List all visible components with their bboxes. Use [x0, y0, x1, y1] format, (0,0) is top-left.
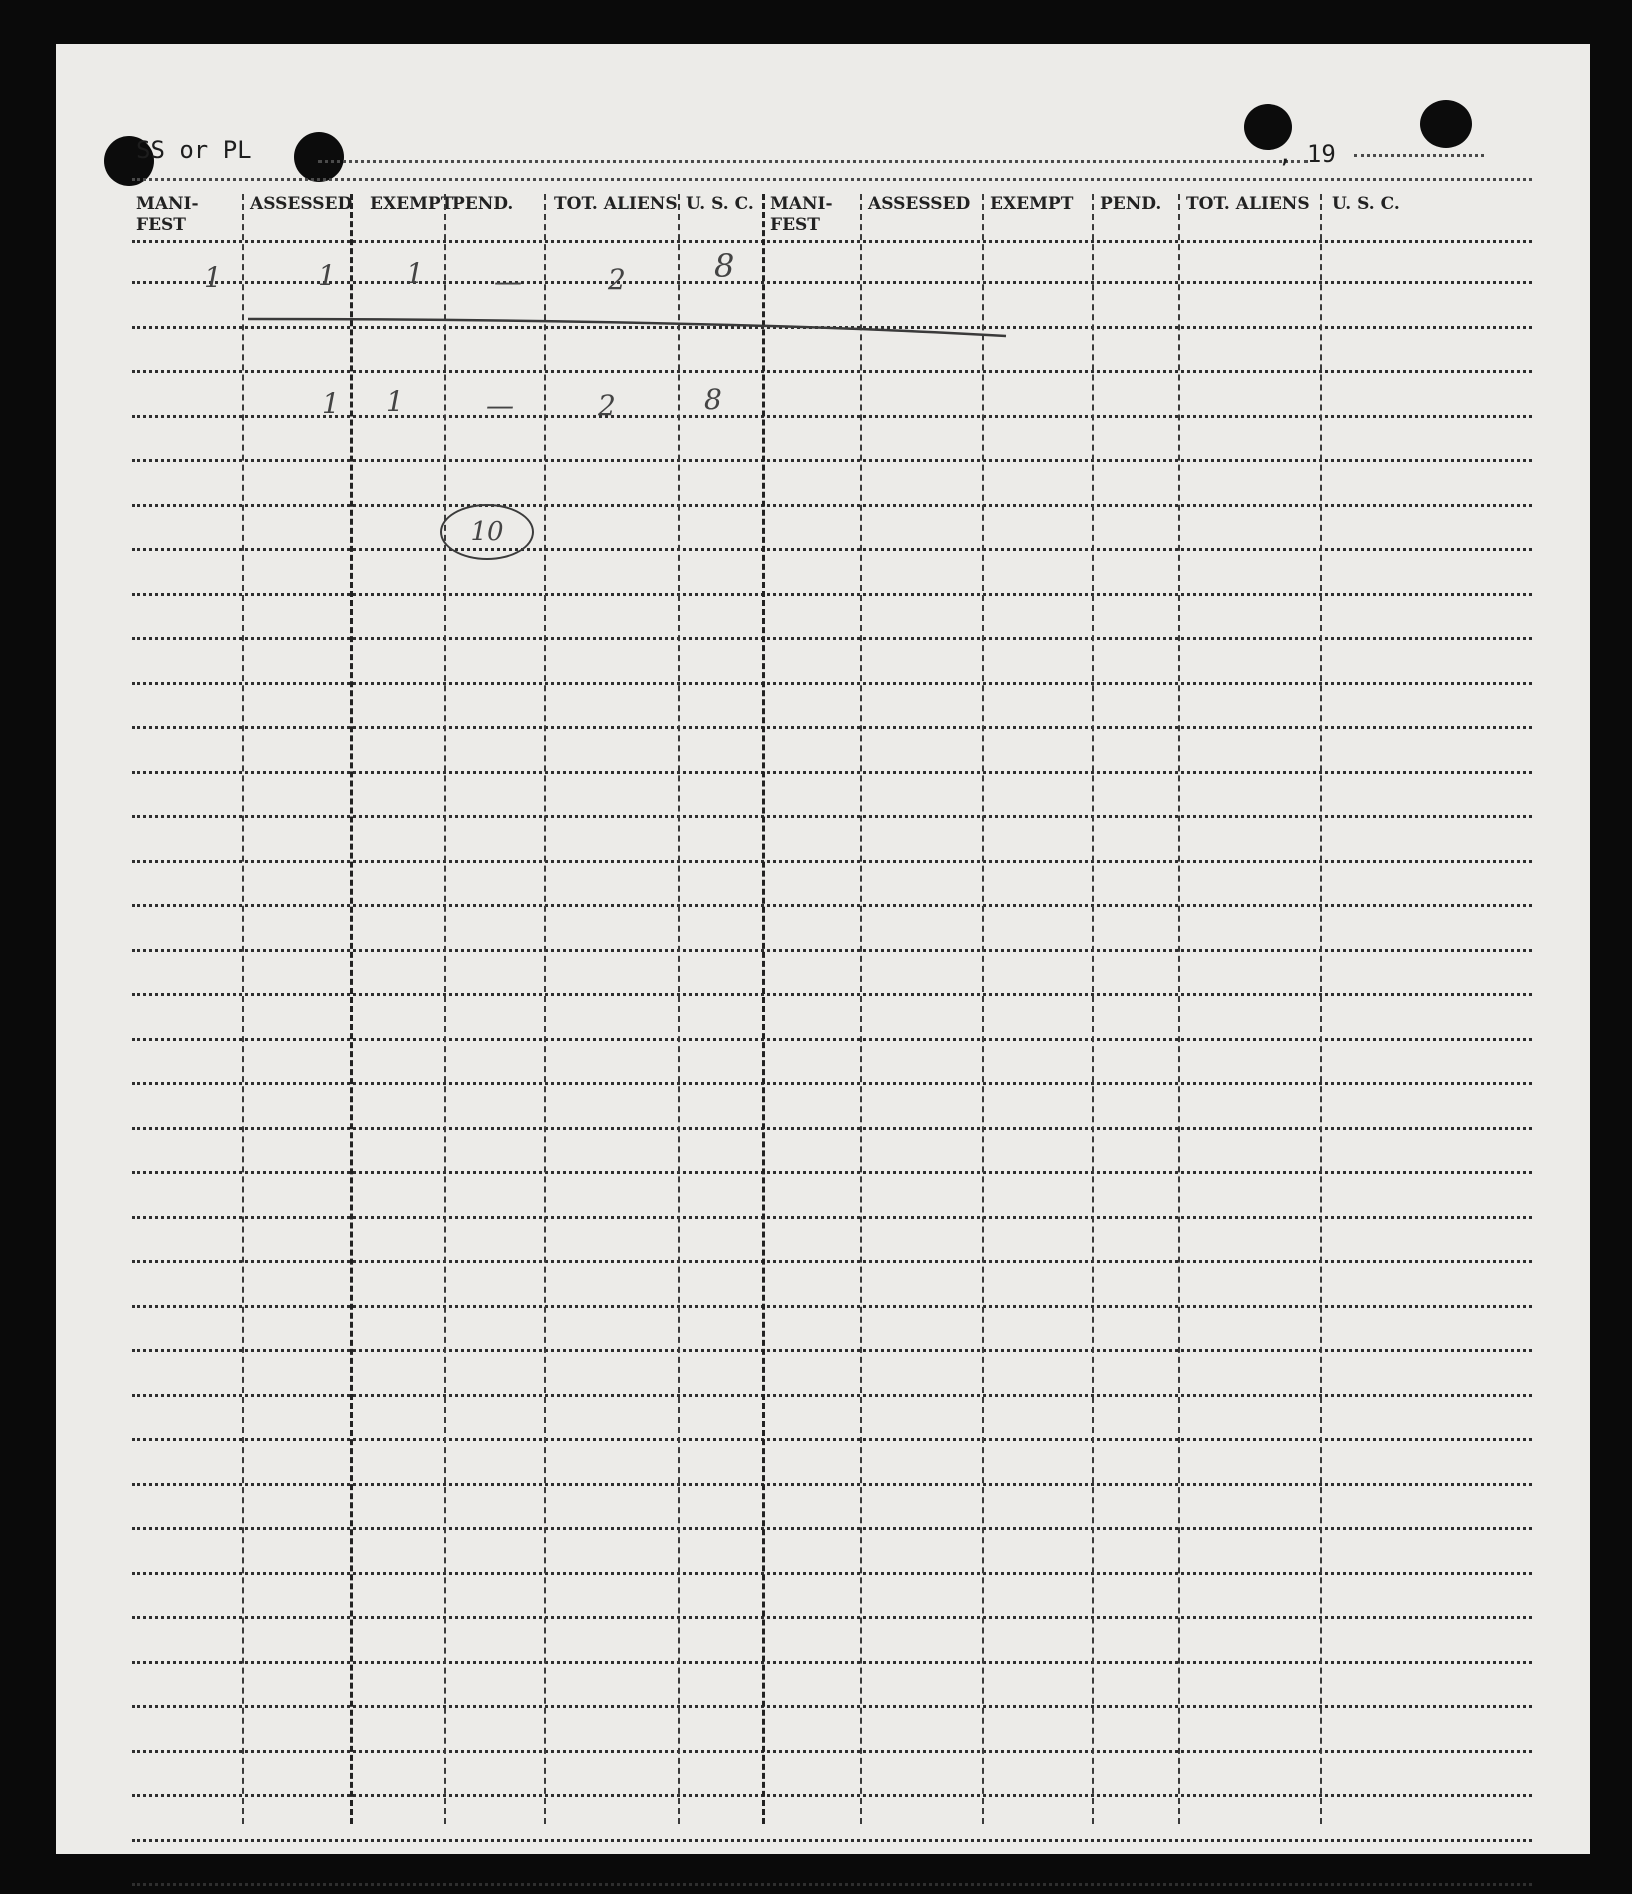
entry-r1-manifest: 1 — [204, 261, 222, 294]
col-assessed-right: ASSESSED — [868, 194, 971, 214]
grid-row-line — [132, 1305, 1532, 1308]
entry-r2-assessed: 1 — [322, 387, 340, 420]
grid-row-line — [132, 1705, 1532, 1708]
grid-row-line — [132, 1527, 1532, 1530]
grid-row-line — [132, 726, 1532, 729]
grid-row-line — [132, 904, 1532, 907]
grid-column-line — [860, 194, 862, 1824]
grid-column-line — [1178, 194, 1180, 1824]
grid-row-line — [132, 1127, 1532, 1130]
grid-row-line — [132, 593, 1532, 596]
grid-row-line — [132, 240, 1532, 243]
grid-row-line — [132, 1394, 1532, 1397]
entry-r2-tot-aliens: 2 — [598, 389, 616, 422]
grid-column-line — [678, 194, 680, 1824]
grid-row-line — [132, 1750, 1532, 1753]
ss-pl-fill-line — [318, 160, 1308, 163]
grid-row-line — [132, 504, 1532, 507]
grid-row-line — [132, 860, 1532, 863]
grid-column-line — [444, 194, 446, 1824]
grid-row-line — [132, 281, 1532, 284]
col-pend-right: PEND. — [1100, 194, 1162, 214]
grid-row-line — [132, 993, 1532, 996]
grid-row-line — [132, 1839, 1532, 1842]
grid-row-line — [132, 1794, 1532, 1797]
grid-row-line — [132, 1216, 1532, 1219]
year-fill-line — [1354, 154, 1484, 157]
punch-hole-left-2 — [294, 132, 344, 182]
grid-row-line — [132, 1616, 1532, 1619]
entry-r2-pend: — — [486, 389, 514, 422]
grid-row-line — [132, 1572, 1532, 1575]
grid-column-line — [762, 194, 765, 1824]
entry-r1-pend: — — [494, 265, 522, 298]
grid-row-line — [132, 637, 1532, 640]
grid-row-line — [132, 1171, 1532, 1174]
entry-r1-exempt: 1 — [406, 257, 424, 290]
entry-r1-tot-aliens: 2 — [608, 263, 626, 296]
grid-column-line — [544, 194, 546, 1824]
col-assessed-left: ASSESSED — [250, 194, 353, 214]
grid-column-line — [982, 194, 984, 1824]
circled-total-value: 10 — [470, 517, 504, 547]
grid-row-line — [132, 548, 1532, 551]
header-underline — [132, 178, 1532, 181]
grid-row-line — [132, 1260, 1532, 1263]
grid-row-line — [132, 1038, 1532, 1041]
grid-row-line — [132, 815, 1532, 818]
entry-r2-exempt: 1 — [386, 385, 404, 418]
grid-row-line — [132, 682, 1532, 685]
ss-or-pl-label: SS or PL — [136, 136, 252, 164]
grid-column-line — [1320, 194, 1322, 1824]
grid-row-line — [132, 1661, 1532, 1664]
grid-row-line — [132, 771, 1532, 774]
grid-column-line — [350, 194, 353, 1824]
grid-row-line — [132, 1883, 1532, 1886]
entry-r1-usc: 8 — [714, 247, 735, 285]
grid-row-line — [132, 459, 1532, 462]
circled-total-note — [440, 504, 534, 560]
col-manifest-right: MANI- FEST — [770, 194, 833, 235]
grid-column-line — [1092, 194, 1094, 1824]
grid-row-line — [132, 370, 1532, 373]
grid-row-line — [132, 1438, 1532, 1441]
grid-row-line — [132, 1082, 1532, 1085]
col-usc-right: U. S. C. — [1332, 194, 1400, 214]
col-tot-aliens-left: TOT. ALIENS — [554, 194, 678, 214]
grid-column-line — [242, 194, 244, 1824]
grid-row-line — [132, 1349, 1532, 1352]
strike-through-line — [246, 310, 1046, 340]
col-tot-aliens-right: TOT. ALIENS — [1186, 194, 1310, 214]
entry-r1-assessed: 1 — [318, 259, 336, 292]
col-usc-left: U. S. C. — [686, 194, 754, 214]
col-manifest-left: MANI- FEST — [136, 194, 199, 235]
grid-row-line — [132, 1483, 1532, 1486]
punch-hole-right-2 — [1420, 100, 1472, 148]
grid-row-line — [132, 415, 1532, 418]
year-label: , 19 — [1278, 140, 1336, 168]
grid-row-line — [132, 949, 1532, 952]
col-pend-left: PEND. — [452, 194, 514, 214]
entry-r2-usc: 8 — [704, 383, 722, 416]
form-page — [56, 44, 1590, 1854]
col-exempt-left: EXEMPT — [370, 194, 454, 214]
col-exempt-right: EXEMPT — [990, 194, 1074, 214]
